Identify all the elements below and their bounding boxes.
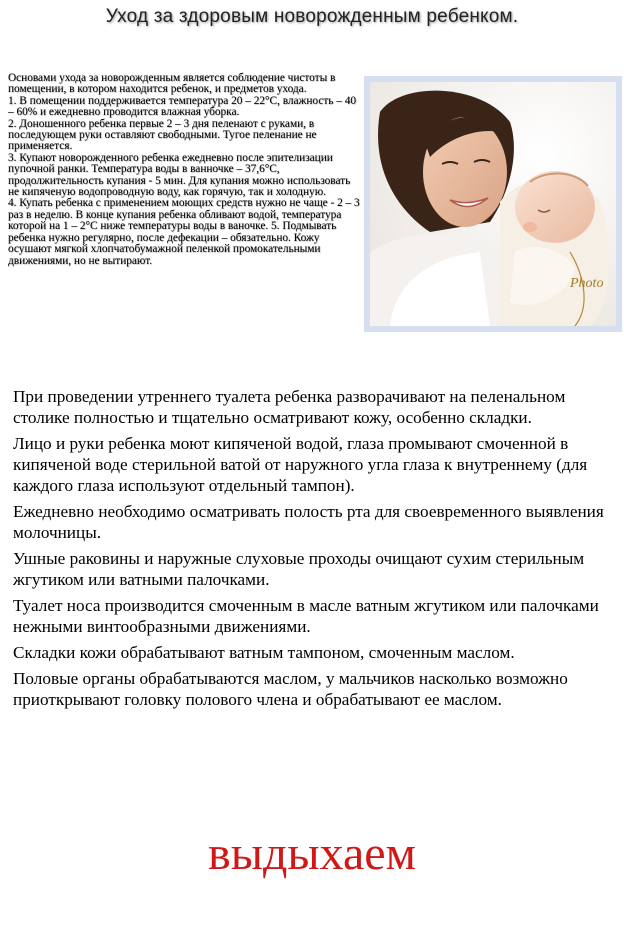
care-step: Лицо и руки ребенка моют кипяченой водой, глаза промывают смоченной в кипяченой воде стерильной ватой от наружного угла глаза к внутреннему (для каждого глаза используют отдельный тампон). <box>13 434 588 495</box>
closing-word: выдыхаем <box>208 827 416 880</box>
intro-paragraph: Основами ухода за новорожденным является соблюдение чистоты в помещении, в котором находится ребенок, и предметов ухода. <box>8 72 336 96</box>
intro-paragraph: 4. Купать ребенка с применением моющих средств нужно не чаще - 2 – 3 раз в неделю. В конце купания ребенка обливают водой, температура которой на 1 – 2°С ниже температуры воды в ваночке. 5. Подмывать ребенка нужно регулярно, после дефекации – обязательно. Кожу осушают мягкой хлопчатобумажной пеленкой промокательными движениями, но не вытирают. <box>8 197 360 267</box>
mother-and-baby-photo <box>364 76 622 332</box>
care-step: Половые органы обрабатываются маслом, у мальчиков насколько возможно приоткрывают головку полового члена и обрабатывают ее маслом. <box>13 669 568 709</box>
care-step: Ушные раковины и наружные слуховые проходы очищают сухим стерильным жгутиком или ватными палочками. <box>13 549 585 589</box>
intro-paragraph: 1. В помещении поддерживается температура 20 – 22°С, влажность – 40 – 60% и ежедневно проводится влажная уборка. <box>8 94 357 119</box>
care-steps-list <box>13 386 619 715</box>
photo-illustration <box>370 82 616 326</box>
intro-text-block <box>8 73 362 267</box>
care-step: Складки кожи обрабатывают ватным тампоном, смоченным маслом. <box>13 643 515 662</box>
intro-paragraph: 3. Купают новорожденного ребенка ежедневно после эпителизации пупочной ранки. Температура воды в ванночке – 37,6°С, продолжительность купания - 5 мин. Для купания можно использовать не кипяченую водопроводную воду, как горячую, так и холодную. <box>8 151 351 199</box>
page-title: Уход за здоровым новорожденным ребенком. <box>105 6 519 27</box>
intro-paragraph: 2. Доношенного ребенка первые 2 – 3 дня пеленают с руками, в последующем руки оставляют свободными. Тугое пеленание не применяется. <box>8 117 317 153</box>
care-step: Ежедневно необходимо осматривать полость рта для своевременного выявления молочницы. <box>13 502 604 542</box>
watermark-text: Photo <box>570 276 604 291</box>
care-step: Туалет носа производится смоченным в масле ватным жгутиком или палочками нежными винтообразными движениями. <box>13 596 599 636</box>
care-step: При проведении утреннего туалета ребенка разворачивают на пеленальном столике полностью и тщательно осматривают кожу, особенно складки. <box>13 387 566 427</box>
